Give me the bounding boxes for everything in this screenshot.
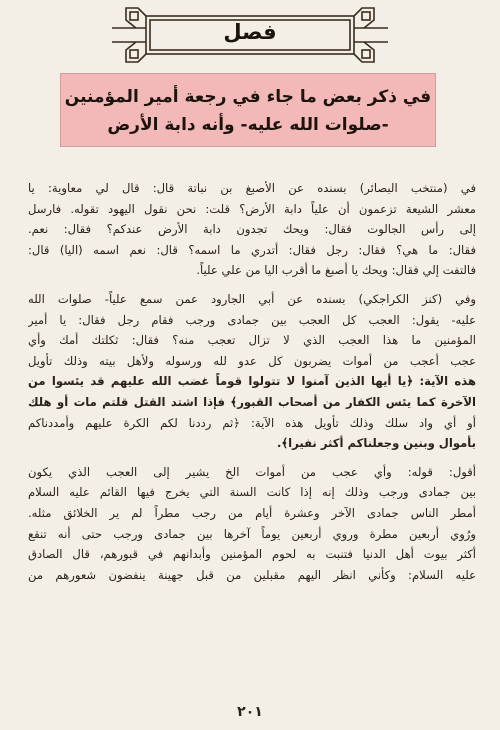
text-line: فالتفت إلي فقال: ويحك يا أصبغ ما أقرب اليا من علي علياً.	[196, 263, 476, 278]
chapter-header-ornament	[112, 6, 388, 64]
text-line: عجب أعجب من أموات يضربون كل عدو لله ورسوله ولأهل بيته وذلك تأويل	[28, 353, 476, 368]
paragraph-2	[28, 289, 476, 454]
chapter-title-line-2: -صلوات الله عليه- وأنه دابة الأرض	[107, 115, 389, 135]
page-number: ٢٠١	[237, 704, 263, 720]
quran-verse-line: هذه الآية: ﴿يا أيها الذين آمنوا لا تتولوا قوماً غضب الله عليهم قد يئسوا من	[28, 374, 476, 389]
paragraph-3	[28, 462, 476, 586]
paragraph-1	[28, 178, 476, 281]
quran-verse-line: الآخرة كما يئس الكفار من أصحاب القبور﴾ فإذا اشتد القتل قلتم مات أو هلك	[28, 394, 476, 409]
text-line: أقول: قوله: وأي عجب من أموات الخ يشير إلى العجب الذي يكون	[28, 464, 476, 479]
quran-verse-line: بأموال وبنين وجعلناكم أكثر نفيرا﴾.	[276, 436, 476, 451]
text-line: في (منتخب البصائر) بسنده عن الأصبغ بن نباتة قال: قال لي معاوية: يا	[28, 181, 476, 195]
text-line: وفي (كنز الكراجكي) بسنده عن أبي الجارود عمن سمع علياً- صلوات الله	[28, 291, 476, 306]
text-line: معشر الشيعة تزعمون أن علياً دابة الأرض؟ قلت: نحن نقول اليهود تقوله. فارسل	[28, 201, 476, 216]
text-line: ورُوي أربعين مطرة وروي أربعين يوماً آخرها بين جمادى ورجب حتى أنه تنقع	[28, 526, 476, 541]
text-line: عليه- يقول: العجب كل العجب بين جمادى ورجب فقام رجل فقال: يا أمير	[28, 312, 476, 327]
text-line: بين جمادى ورجب وذلك إنه إذا كانت السنة التي يخرج فيها القائم عليه السلام	[28, 485, 476, 500]
text-line: أو أي واد سلك وذلك تأويل هذه الآية: ﴿ثم رددنا لكم الكرة عليهم وأمددناكم	[28, 415, 476, 430]
text-line: المؤمنين ما هذا العجب الذي لا تزال تعجب منه؟ فقال: ثكلتك أمك وأي	[28, 333, 476, 348]
chapter-title-box	[60, 73, 436, 147]
text-line: إلى رأس الجالوت فقال: ويحك تجدون دابة الأرض عندكم؟ فقال: نعم.	[28, 222, 476, 237]
chapter-header-title: فصل	[223, 20, 277, 44]
text-line: عليه السلام: وكأني انظر اليهم مقبلين من قبل جهينة ينفضون شعورهم من	[28, 567, 476, 582]
text-line: أكثر بيوت أهل الدنيا فتنبت به لحوم المؤمنين وأبدانهم في قبورهم، قال الصادق	[28, 547, 476, 562]
chapter-title-line-1: في ذكر بعض ما جاء في رجعة أمير المؤمنين	[64, 87, 432, 107]
text-line: أمطر الناس جمادى الآخر وعشرة أيام من رجب مطراً لم ير الخلائق مثله.	[28, 505, 476, 520]
body-text	[28, 178, 476, 593]
text-line: فقال: ما هي؟ فقال: رجل فقال: أتدري ما اسمه؟ قال: نعم اسمه (اليا) قال:	[28, 242, 476, 257]
